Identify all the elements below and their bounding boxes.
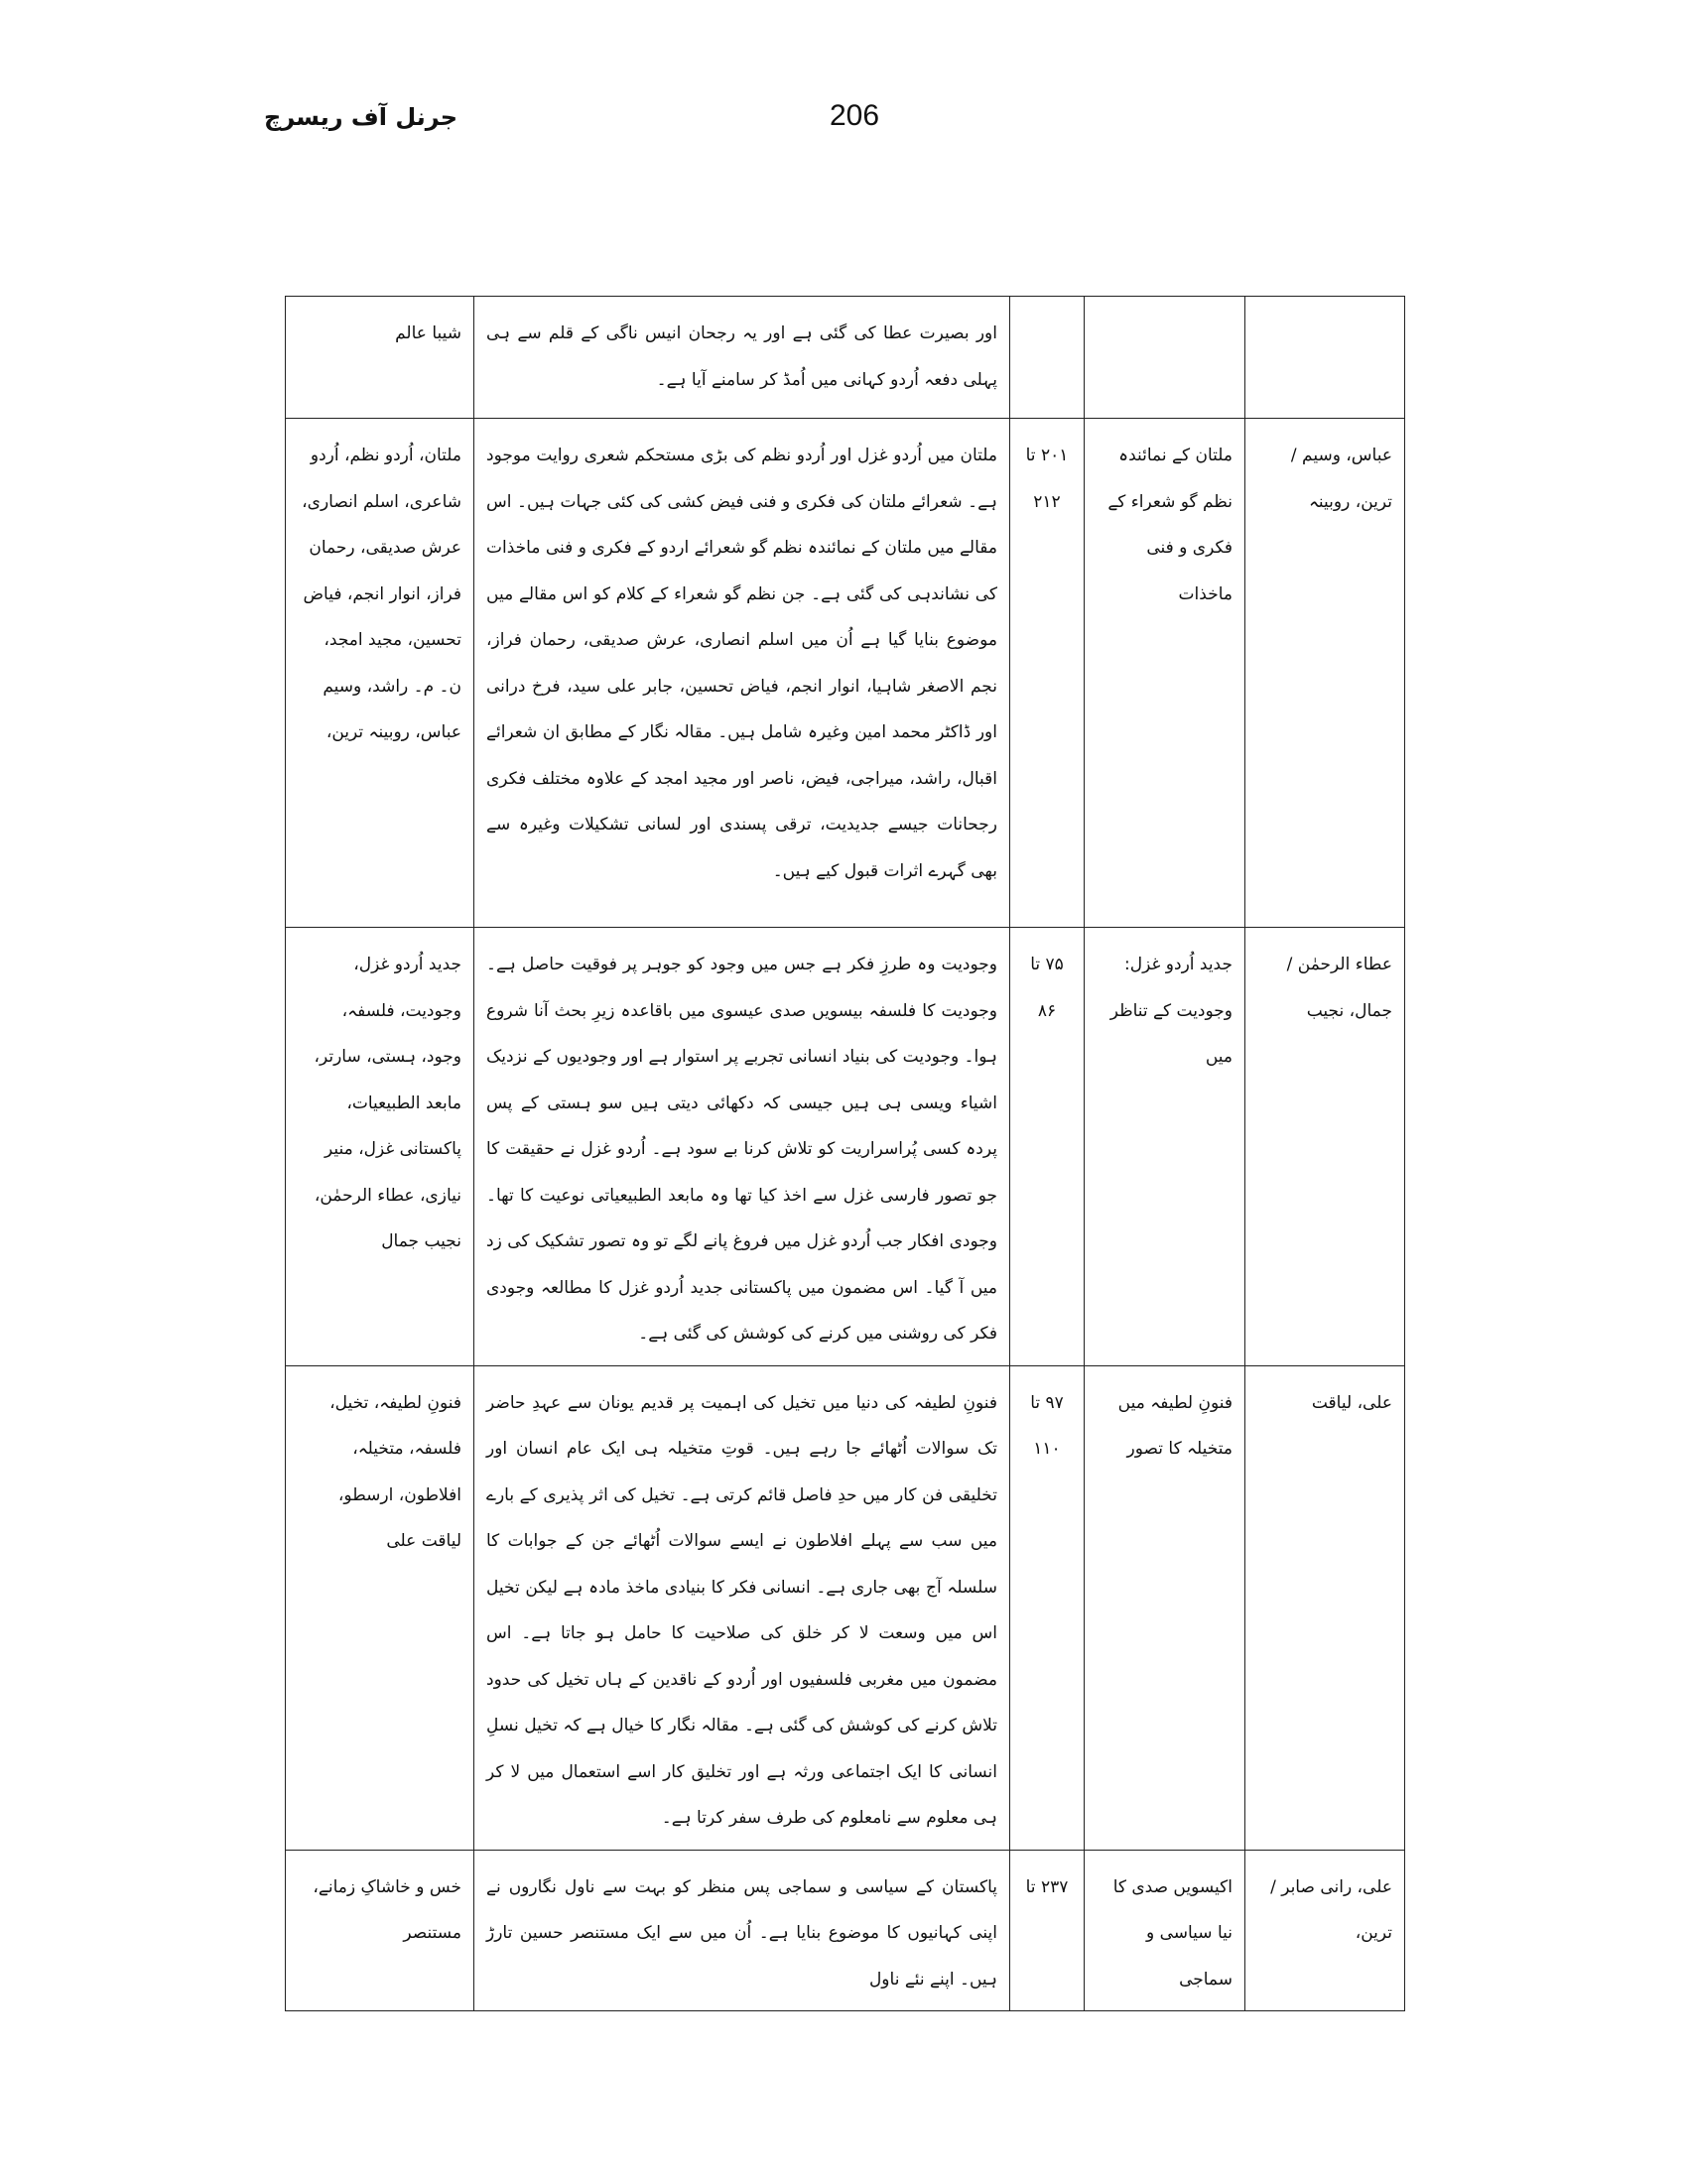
table-row bbox=[286, 928, 1405, 1366]
author-cell: عطاء الرحمٰن / جمال، نجیب bbox=[1245, 928, 1405, 1366]
pages-cell: ۲۰۱ تا ۲۱۲ bbox=[1010, 419, 1085, 928]
title-cell bbox=[1085, 297, 1245, 419]
pages-cell: ۲۳۷ تا bbox=[1010, 1850, 1085, 2011]
pages-cell bbox=[1010, 297, 1085, 419]
keywords-cell: شیبا عالم bbox=[286, 297, 474, 419]
keywords-cell: خس و خاشاکِ زمانے، مستنصر bbox=[286, 1850, 474, 2011]
page-number: 206 bbox=[830, 99, 880, 132]
title-cell: اکیسویں صدی کا نیا سیاسی و سماجی bbox=[1085, 1850, 1245, 2011]
keywords-cell: جدید اُردو غزل، وجودیت، فلسفہ، وجود، ہستی، سارتر، مابعد الطبیعیات، پاکستانی غزل، منیر نیازی، عطاء الرحمٰن، نجیب جمال bbox=[286, 928, 474, 1366]
summary-cell: وجودیت وہ طرزِ فکر ہے جس میں وجود کو جوہر پر فوقیت حاصل ہے۔ وجودیت کا فلسفہ بیسویں صدی عیسوی میں باقاعدہ زیرِ بحث آنا شروع ہوا۔ وجودیت کی بنیاد انسانی تجربے پر استوار ہے اور وجودیوں کے نزدیک اشیاء ویسی ہی ہیں جیسی کہ دکھائی دیتی ہیں سو ہستی کے پس پردہ کسی پُراسراریت کو تلاش کرنا بے سود ہے۔ اُردو غزل نے حقیقت کا جو تصور فارسی غزل سے اخذ کیا تھا وہ مابعد الطبیعیاتی نوعیت کا تھا۔ وجودی افکار جب اُردو غزل میں فروغ پانے لگے تو وہ تصور تشکیک کی زد میں آ گیا۔ اس مضمون میں پاکستانی جدید اُردو غزل کا مطالعہ وجودی فکر کی روشنی میں کرنے کی کوشش کی گئی ہے۔ bbox=[474, 928, 1010, 1366]
articles-table bbox=[285, 296, 1405, 2011]
keywords-cell: ملتان، اُردو نظم، اُردو شاعری، اسلم انصاری، عرش صدیقی، رحمان فراز، انوار انجم، فیاض تحسین، مجید امجد، ن۔ م۔ راشد، وسیم عباس، روبینہ ترین، bbox=[286, 419, 474, 928]
author-cell: عباس، وسیم / ترین، روبینہ bbox=[1245, 419, 1405, 928]
author-cell: علی، رانی صابر / ترین، bbox=[1245, 1850, 1405, 2011]
author-cell bbox=[1245, 297, 1405, 419]
summary-cell: پاکستان کے سیاسی و سماجی پس منظر کو بہت سے ناول نگاروں نے اپنی کہانیوں کا موضوع بنایا ہے۔ اُن میں سے ایک مستنصر حسین تارڑ ہیں۔ اپنے نئے ناول bbox=[474, 1850, 1010, 2011]
author-cell: علی، لیاقت bbox=[1245, 1365, 1405, 1850]
summary-cell: فنونِ لطیفہ کی دنیا میں تخیل کی اہمیت پر قدیم یونان سے عہدِ حاضر تک سوالات اُٹھائے جا رہے ہیں۔ قوتِ متخیلہ ہی ایک عام انسان اور تخلیقی فن کار میں حدِ فاصل قائم کرتی ہے۔ تخیل کی اثر پذیری کے بارے میں سب سے پہلے افلاطون نے ایسے سوالات اُٹھائے جن کے جوابات کا سلسلہ آج بھی جاری ہے۔ انسانی فکر کا بنیادی ماخذ مادہ ہے لیکن تخیل اس میں وسعت لا کر خلق کی صلاحیت کا حامل ہو جاتا ہے۔ اس مضمون میں مغربی فلسفیوں اور اُردو کے ناقدین کے ہاں تخیل کی حدود تلاش کرنے کی کوشش کی گئی ہے۔ مقالہ نگار کا خیال ہے کہ تخیل نسلِ انسانی کا ایک اجتماعی ورثہ ہے اور تخلیق کار اسے استعمال میں لا کر ہی معلوم سے نامعلوم کی طرف سفر کرتا ہے۔ bbox=[474, 1365, 1010, 1850]
title-cell: جدید اُردو غزل: وجودیت کے تناظر میں bbox=[1085, 928, 1245, 1366]
pages-cell: ۷۵ تا ۸۶ bbox=[1010, 928, 1085, 1366]
table-row bbox=[286, 1365, 1405, 1850]
table-row bbox=[286, 419, 1405, 928]
title-cell: ملتان کے نمائندہ نظم گو شعراء کے فکری و فنی ماخذات bbox=[1085, 419, 1245, 928]
title-cell: فنونِ لطیفہ میں متخیلہ کا تصور bbox=[1085, 1365, 1245, 1850]
table-row bbox=[286, 297, 1405, 419]
pages-cell: ۹۷ تا ۱۱۰ bbox=[1010, 1365, 1085, 1850]
summary-cell: ملتان میں اُردو غزل اور اُردو نظم کی بڑی مستحکم شعری روایت موجود ہے۔ شعرائے ملتان کی فکری و فنی فیض کشی کی کئی جہات ہیں۔ اس مقالے میں ملتان کے نمائندہ نظم گو شعرائے اردو کے فکری و فنی ماخذات کی نشاندہی کی گئی ہے۔ جن نظم گو شعراء کے کلام کو اس مقالے میں موضوع بنایا گیا ہے اُن میں اسلم انصاری، عرش صدیقی، رحمان فراز، نجم الاصغر شاہیا، انوار انجم، فیاض تحسین، جابر علی سید، فرخ درانی اور ڈاکٹر محمد امین وغیرہ شامل ہیں۔ مقالہ نگار کے مطابق ان شعرائے اقبال، راشد، میراجی، فیض، ناصر اور مجید امجد کے علاوہ مختلف فکری رجحانات جیسے جدیدیت، ترقی پسندی اور لسانی تشکیلات وغیرہ سے بھی گہرے اثرات قبول کیے ہیں۔ bbox=[474, 419, 1010, 928]
table-row bbox=[286, 1850, 1405, 2011]
journal-name: جرنل آف ریسرچ bbox=[264, 103, 457, 131]
summary-cell: اور بصیرت عطا کی گئی ہے اور یہ رجحان انیس ناگی کے قلم سے ہی پہلی دفعہ اُردو کہانی میں اُمڈ کر سامنے آیا ہے۔ bbox=[474, 297, 1010, 419]
keywords-cell: فنونِ لطیفہ، تخیل، فلسفہ، متخیلہ، افلاطون، ارسطو، لیاقت علی bbox=[286, 1365, 474, 1850]
